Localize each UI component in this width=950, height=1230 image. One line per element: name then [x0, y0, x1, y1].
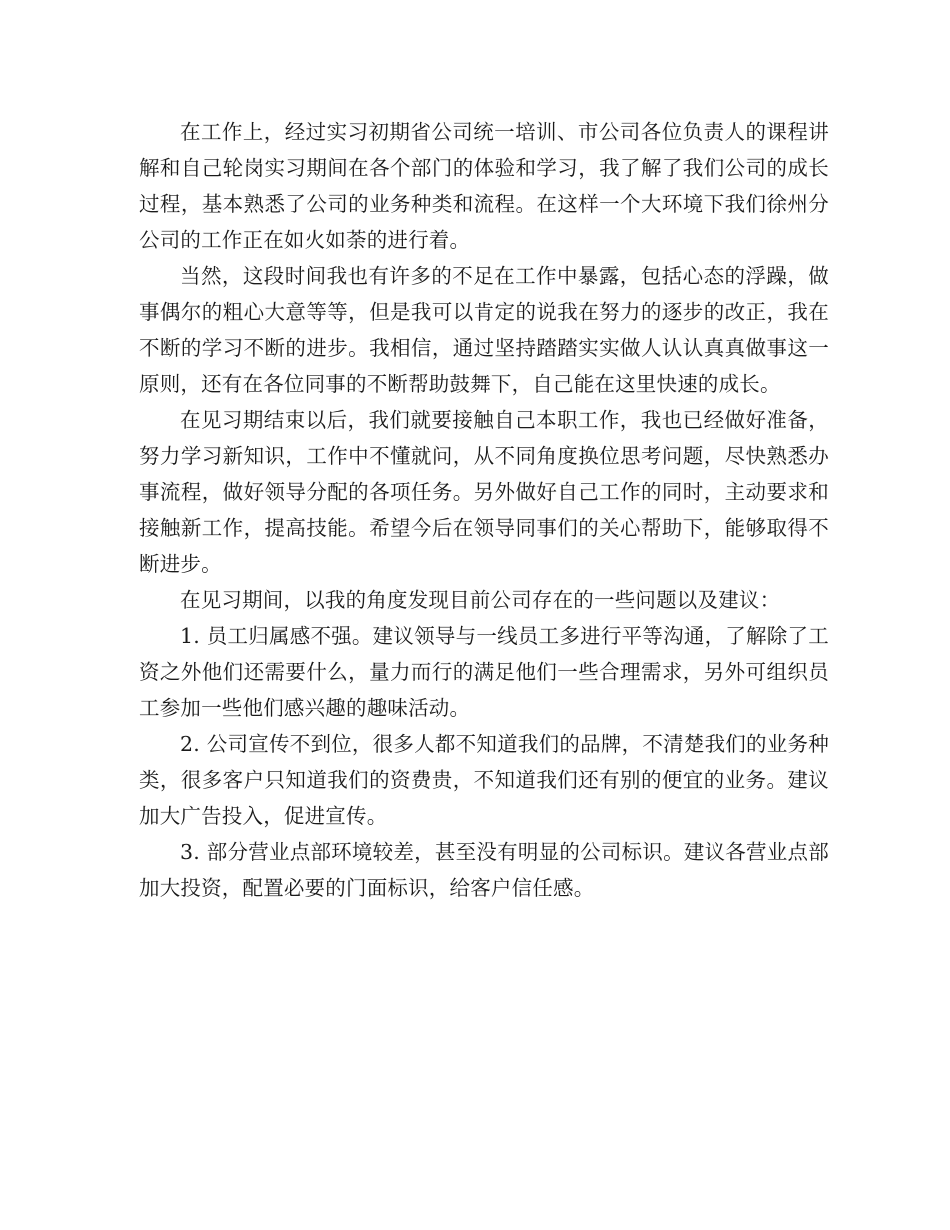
document-page: [139, 114, 829, 906]
paragraph-issues-intro: 在见习期间，以我的角度发现目前公司存在的一些问题以及建议：: [180, 588, 781, 612]
paragraph-work-overview: 在工作上，经过实习初期省公司统一培训、市公司各位负责人的课程讲解和自己轮岗实习期间在各个部门的体验和学习，我了解了我们公司的成长过程，基本熟悉了公司的业务种类和流程。在这样一个大环境下我们徐州分公司的工作正在如火如荼的进行着。: [139, 120, 829, 252]
list-item-outlet-environment: 3. 部分营业点部环境较差，甚至没有明显的公司标识。建议各营业点部加大投资，配置必要的门面标识，给客户信任感。: [139, 840, 829, 900]
paragraph-future-plans: 在见习期结束以后，我们就要接触自己本职工作，我也已经做好准备，努力学习新知识，工作中不懂就问，从不同角度换位思考问题，尽快熟悉办事流程，做好领导分配的各项任务。另外做好自己工作的同时，主动要求和接触新工作，提高技能。希望今后在领导同事们的关心帮助下，能够取得不断进步。: [139, 408, 829, 576]
list-item-belonging: 1. 员工归属感不强。建议领导与一线员工多进行平等沟通，了解除了工资之外他们还需要什么，量力而行的满足他们一些合理需求，另外可组织员工参加一些他们感兴趣的趣味活动。: [139, 624, 829, 720]
paragraph-shortcomings: 当然，这段时间我也有许多的不足在工作中暴露，包括心态的浮躁，做事偶尔的粗心大意等等，但是我可以肯定的说我在努力的逐步的改正，我在不断的学习不断的进步。我相信，通过坚持踏踏实实做人认认真真做事这一原则，还有在各位同事的不断帮助鼓舞下，自己能在这里快速的成长。: [139, 264, 829, 396]
list-item-publicity: 2. 公司宣传不到位，很多人都不知道我们的品牌，不清楚我们的业务种类，很多客户只知道我们的资费贵，不知道我们还有别的便宜的业务。建议加大广告投入，促进宣传。: [139, 732, 829, 828]
